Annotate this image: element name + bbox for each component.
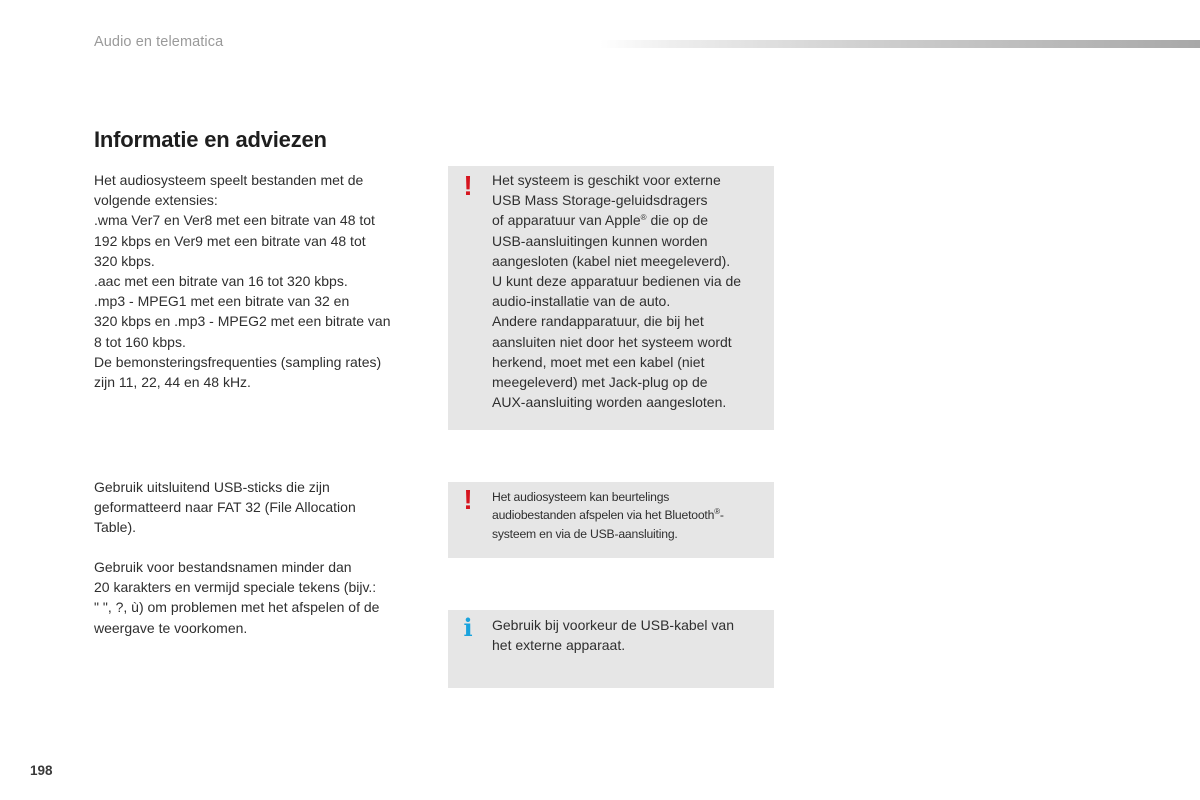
text-line: Table). <box>94 519 137 536</box>
section-title: Audio en telematica <box>94 34 224 50</box>
text-line: Gebruik uitsluitend USB-sticks die zijn <box>94 479 330 495</box>
paragraph-file-formats <box>94 170 439 392</box>
text-line: meegeleverd) met Jack-plug op de <box>492 374 708 391</box>
text-line: volgende extensies: <box>94 192 218 209</box>
warning-note-external-devices <box>448 166 774 430</box>
info-icon: i <box>463 613 473 642</box>
page-number: 198 <box>30 763 53 778</box>
text-line: Het audiosysteem kan beurtelings <box>492 490 670 504</box>
text-line: Gebruik bij voorkeur de USB-kabel van <box>492 617 735 633</box>
warning-note-bluetooth <box>448 482 774 558</box>
text-line: systeem en via de USB-aansluiting. <box>492 526 678 541</box>
text-line: AUX-aansluiting worden aangesloten. <box>492 394 727 411</box>
text-line: zijn 11, 22, 44 en 48 kHz. <box>94 374 251 391</box>
text-line <box>492 506 770 524</box>
text-line: 320 kbps. <box>94 252 155 269</box>
text-line: 192 kbps en Ver9 met een bitrate van 48 tot <box>94 232 366 249</box>
text-run: die op de <box>646 212 709 229</box>
text-line: aansluiten niet door het systeem wordt <box>492 333 732 350</box>
info-note-text <box>492 615 770 655</box>
text-line: Het audiosysteem speelt bestanden met de <box>94 172 364 188</box>
text-line: Andere randapparatuur, die bij het <box>492 313 704 330</box>
text-line: herkend, moet met een kabel (niet <box>492 353 705 370</box>
text-line: aangesloten (kabel niet meegeleverd). <box>492 252 731 269</box>
warning-note-text <box>492 488 770 543</box>
text-line: " ", ?, ù) om problemen met het afspelen of de <box>94 599 380 616</box>
info-note-usb-cable <box>448 610 774 688</box>
text-line: 320 kbps en .mp3 - MPEG2 met een bitrate van <box>94 313 391 330</box>
header-bar <box>600 40 1200 48</box>
text-line: .mp3 - MPEG1 met een bitrate van 32 en <box>94 293 350 310</box>
text-line: .aac met een bitrate van 16 tot 320 kbps. <box>94 273 348 290</box>
text-line: weergave te voorkomen. <box>94 619 248 636</box>
text-run: audiobestanden afspelen via het Bluetooth <box>492 508 715 523</box>
paragraph-usb-format <box>94 477 439 538</box>
registered-mark: ® <box>640 213 647 223</box>
text-line: USB Mass Storage-geluidsdragers <box>492 192 708 209</box>
text-line: .wma Ver7 en Ver8 met een bitrate van 48 tot <box>94 212 375 229</box>
text-line: Het systeem is geschikt voor externe <box>492 172 721 188</box>
text-run: - <box>719 508 724 523</box>
text-line: De bemonsteringsfrequenties (sampling rates) <box>94 353 382 370</box>
warning-note-text <box>492 170 770 412</box>
text-line: Gebruik voor bestandsnamen minder dan <box>94 559 352 575</box>
text-run: of apparatuur van Apple <box>492 212 641 229</box>
text-line: U kunt deze apparatuur bedienen via de <box>492 273 742 290</box>
text-line: het externe apparaat. <box>492 637 626 654</box>
text-line: geformatteerd naar FAT 32 (File Allocation <box>94 499 356 516</box>
exclamation-icon: ! <box>463 484 473 515</box>
page-title: Informatie en adviezen <box>94 127 327 152</box>
exclamation-icon: ! <box>463 170 473 201</box>
text-line: audio-installatie van de auto. <box>492 293 671 310</box>
registered-mark: ® <box>714 507 720 517</box>
text-line: 20 karakters en vermijd speciale tekens (bijv.: <box>94 579 377 596</box>
text-line: USB-aansluitingen kunnen worden <box>492 232 708 249</box>
text-line: 8 tot 160 kbps. <box>94 333 186 350</box>
text-line <box>492 210 770 230</box>
paragraph-file-names <box>94 557 439 638</box>
